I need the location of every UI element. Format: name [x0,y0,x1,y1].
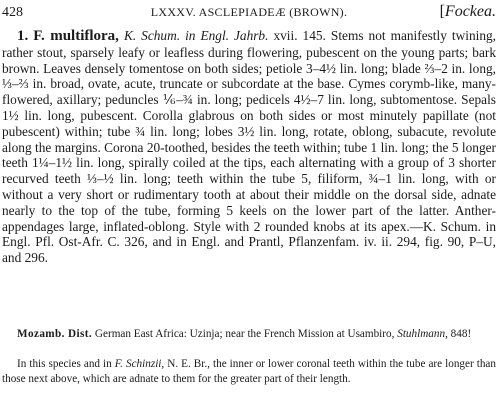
note-text-end: N. E. Br., the inner or lower coronal teeth within the tube are longer than those next above, which are adnate to them for the greater part of their length. [2,358,496,385]
note-text-start: In this species and in [17,358,112,370]
species-number: 1. [17,28,29,44]
page-header [2,3,496,25]
note-paragraph [2,357,496,387]
genus-bracket: [ [439,3,445,20]
note-species-ref: F. Schinzii, [114,358,165,370]
distribution-label: Mozamb. Dist. [17,328,93,340]
species-name: F. multiflora, [33,28,119,44]
running-title: LXXXV. ASCLEPIADEÆ (BROWN). [150,5,348,19]
collector-name: Stuhlmann, [397,328,448,340]
note-block [2,357,496,387]
distribution-block [2,327,496,342]
page-number: 428 [2,5,23,20]
distribution-paragraph [2,327,496,342]
species-paragraph [2,28,496,266]
distribution-text: German East Africa: Uzinja; near the French Mission at Usambiro, [94,328,395,340]
genus-heading [440,3,496,21]
species-citation: xvii. 145. [273,28,326,43]
genus-name: Fockea. [444,3,496,20]
species-entry [2,28,496,266]
species-description: Stems not manifestly twining, rather stout, sparsely leafy or leafless during flowering, pubescent on the young parts; bark brown. Leaves densely tomentose on both sides; petiole 3–4½ lin. long; blade ⅔–2 in. long, ⅓–⅔ in. broad, ovate, acute, truncate or subcordate at the base. Cymes corymb-like, many-flowered, axillary; peduncles ⅙–¾ in. long; pedicels 4½–7 lin. long, subtomentose. Sepals 1½ lin. long, pubescent. Corolla glabrous on both sides or most minutely papillate (not pubescent) within; tube ¾ lin. long; lobes 3½ lin. long, rotate, oblong, subacute, revolute along the margins. Corona 20-toothed, besides the teeth within; tube 1 lin. long; the 5 longer teeth 1¼–1½ lin. long, spirally coiled at the tips, each alternating with a group of 3 shorter recurved teeth ⅓–½ lin. long; teeth within the tube 5, filiform, ¾–1 lin. long, with or without a very short or rudimentary tooth at about their middle on the dorsal side, adnate nearly to the top of the tube, forming 5 keels on the lower part of the latter. Anther-appendages large, inflated-oblong. Style with 2 rounded knobs at its apex.—K. Schum. in Engl. Pfl. Ost-Afr. C. 326, and in Engl. and Prantl, Pflanzenfam. iv. ii. 294, fig. 90, P–U, and 296. [2,28,496,266]
species-authority: K. Schum. in Engl. Jahrb. [123,28,269,43]
collector-number: 848! [450,328,472,340]
